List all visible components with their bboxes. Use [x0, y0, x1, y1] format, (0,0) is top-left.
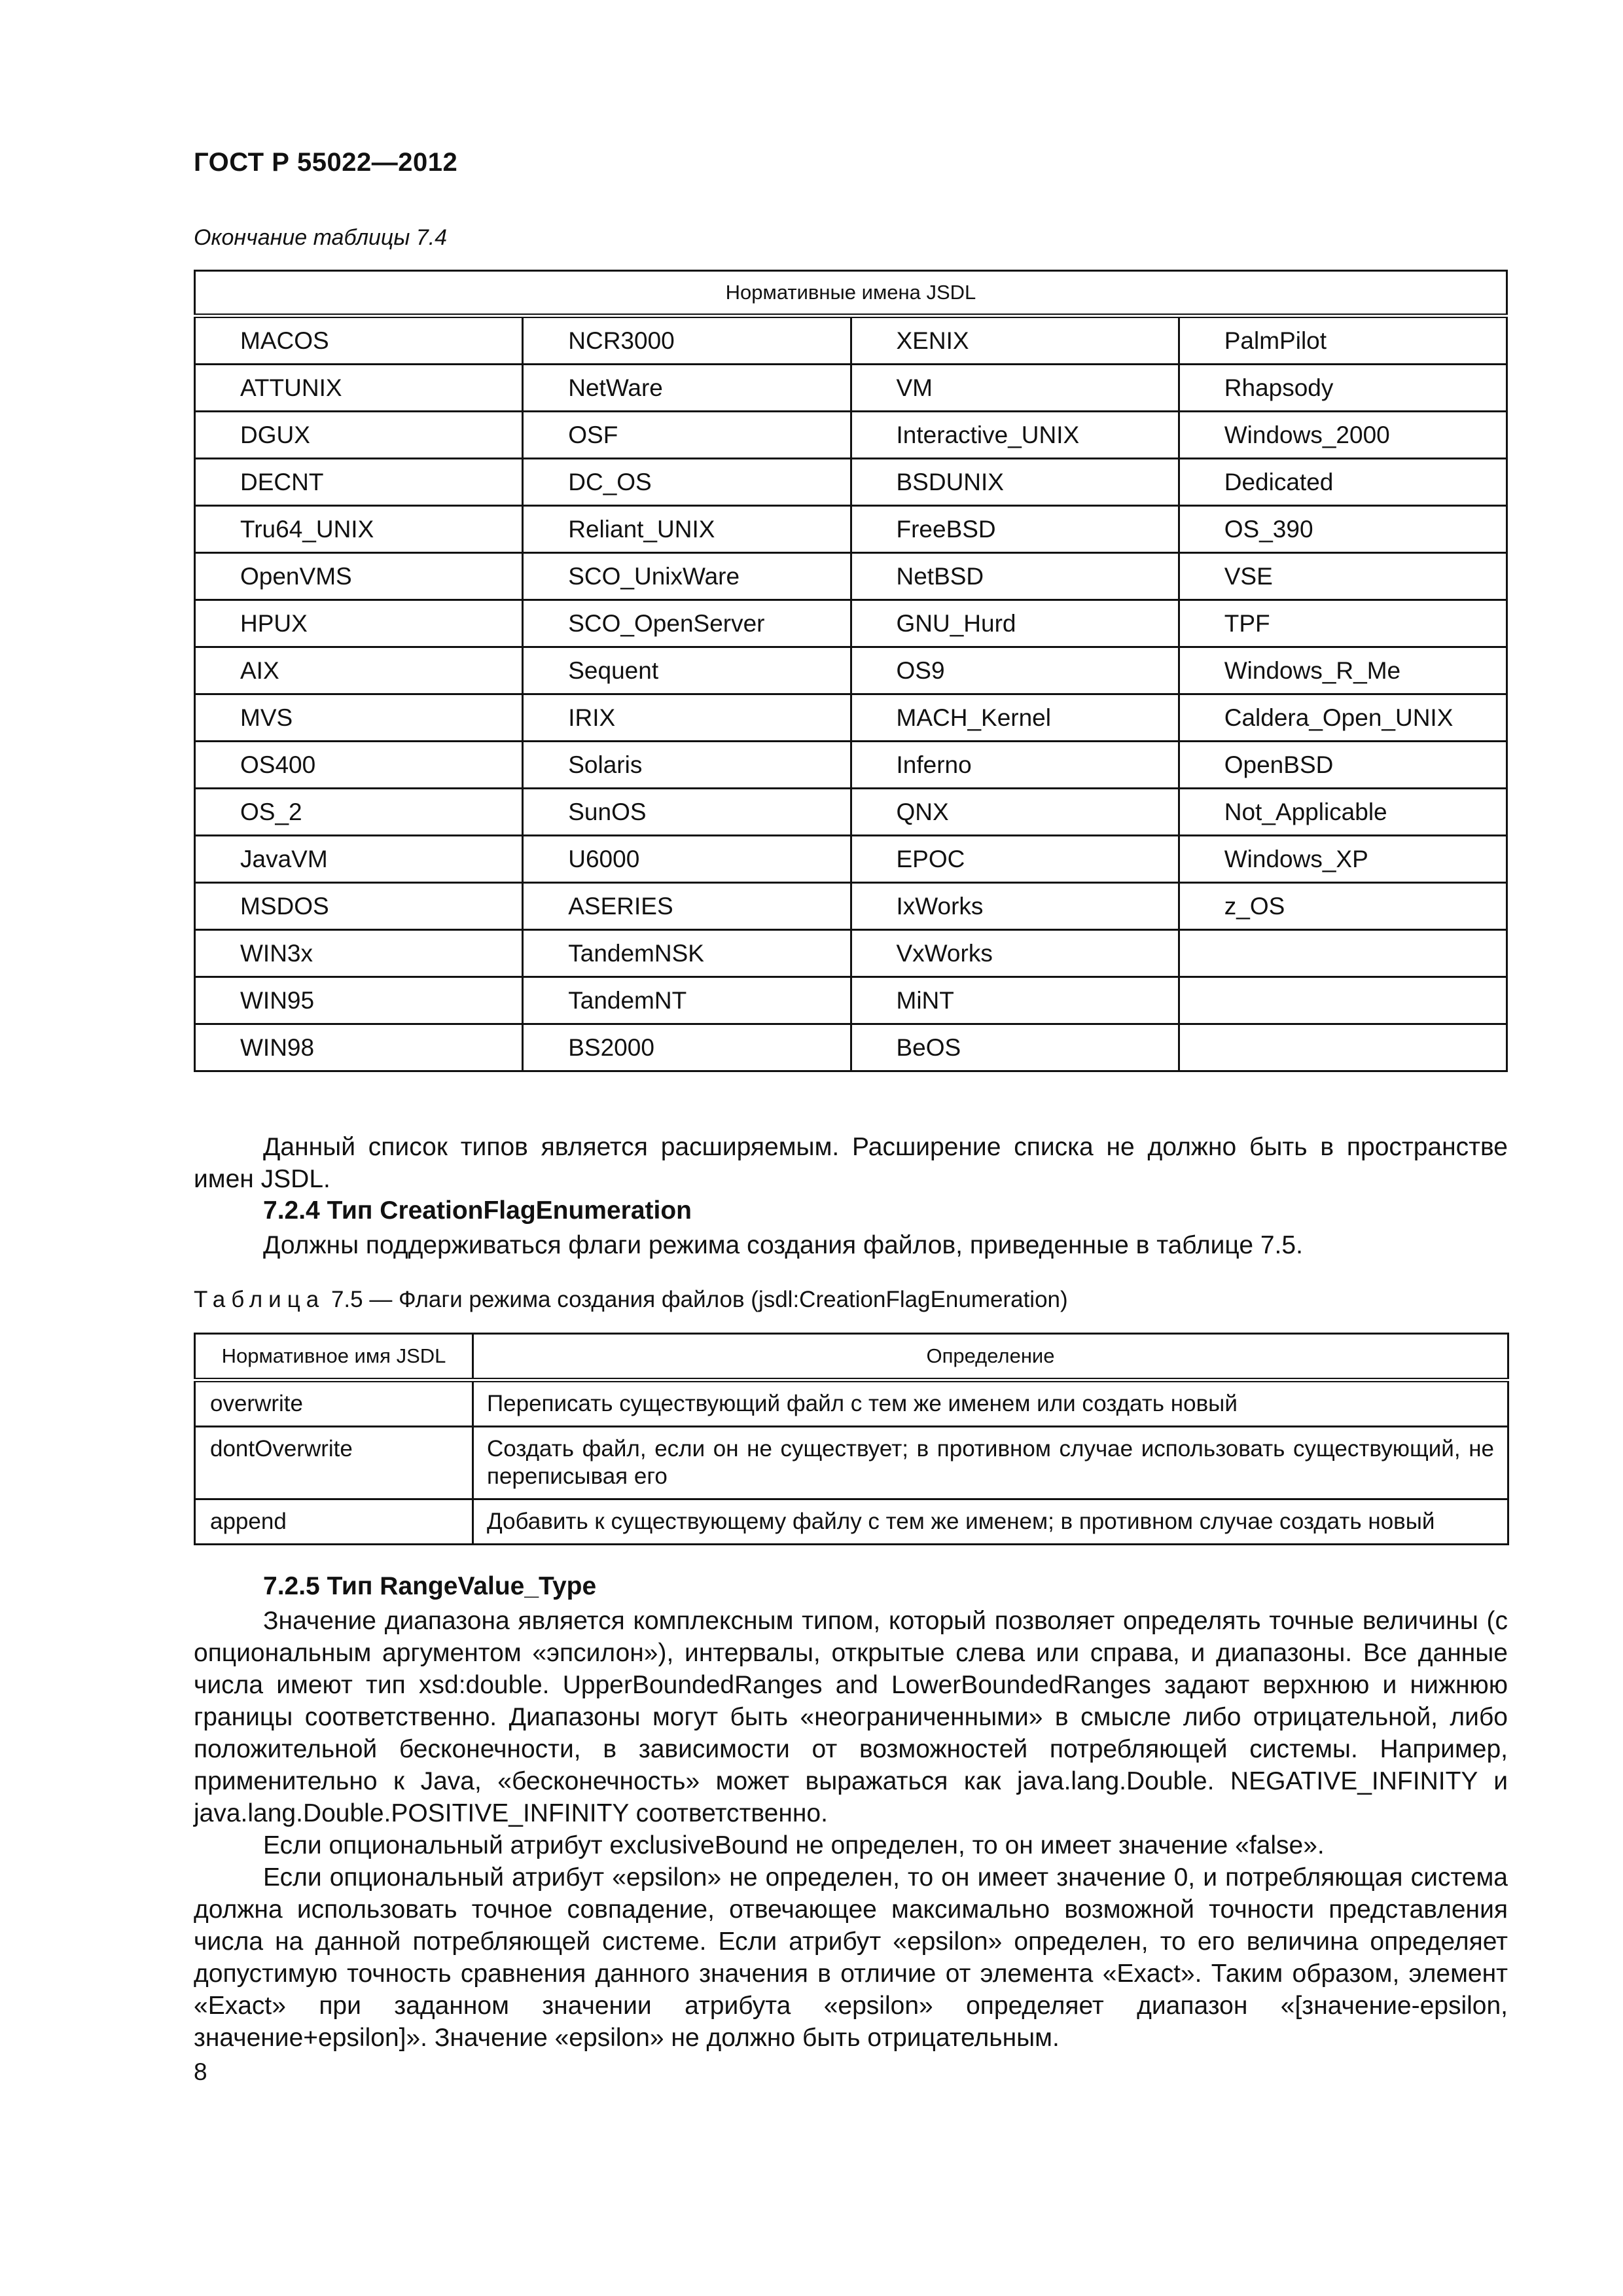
table-cell: EPOC	[851, 836, 1179, 883]
table-header-row	[195, 271, 1507, 316]
table-cell: Reliant_UNIX	[523, 506, 851, 553]
table-row	[195, 506, 1507, 553]
table-cell: AIX	[195, 647, 523, 694]
table-cell: SCO_UnixWare	[523, 553, 851, 600]
table-cell: OS400	[195, 742, 523, 789]
table-cell: Solaris	[523, 742, 851, 789]
table-cell: Inferno	[851, 742, 1179, 789]
table-row	[195, 365, 1507, 412]
table-cell: WIN95	[195, 977, 523, 1024]
table-caption-label: Таблица	[194, 1287, 325, 1312]
table-cell: IRIX	[523, 694, 851, 742]
table-cell: Interactive_UNIX	[851, 412, 1179, 459]
table-row	[195, 1024, 1507, 1071]
definition-cell: Создать файл, если он не существует; в противном случае использовать существующий, не переписывая его	[473, 1427, 1508, 1499]
table-cell: JavaVM	[195, 836, 523, 883]
table-cell: Rhapsody	[1179, 365, 1507, 412]
table-cell	[1179, 1024, 1507, 1071]
table-row	[195, 742, 1507, 789]
column-header-definition: Определение	[473, 1334, 1508, 1380]
table-cell: DC_OS	[523, 459, 851, 506]
table-cell: DECNT	[195, 459, 523, 506]
table-row	[195, 930, 1507, 977]
table-cell: Windows_XP	[1179, 836, 1507, 883]
table-cell: WIN98	[195, 1024, 523, 1071]
section-7-2-4-body: Должны поддерживаться флаги режима создания файлов, приведенные в таблице 7.5.	[263, 1231, 1303, 1259]
definition-cell: Добавить к существующему файлу с тем же именем; в противном случае создать новый	[473, 1499, 1508, 1545]
table-body	[195, 316, 1507, 1071]
table-cell: XENIX	[851, 316, 1179, 365]
table-cell: FreeBSD	[851, 506, 1179, 553]
table-cell: IxWorks	[851, 883, 1179, 930]
table-cell: Windows_R_Me	[1179, 647, 1507, 694]
table-cell: NCR3000	[523, 316, 851, 365]
table-cell: BS2000	[523, 1024, 851, 1071]
table-row	[195, 316, 1507, 365]
table-cell: MiNT	[851, 977, 1179, 1024]
table-cell: OpenVMS	[195, 553, 523, 600]
table-cell: WIN3x	[195, 930, 523, 977]
table-cell: U6000	[523, 836, 851, 883]
column-header-name: Нормативное имя JSDL	[195, 1334, 473, 1380]
table-cell: BSDUNIX	[851, 459, 1179, 506]
table-cell: Windows_2000	[1179, 412, 1507, 459]
table-cell: Caldera_Open_UNIX	[1179, 694, 1507, 742]
table-header-row	[195, 1334, 1508, 1380]
table-cell: GNU_Hurd	[851, 600, 1179, 647]
table-cell: TandemNSK	[523, 930, 851, 977]
section-7-2-4-heading: 7.2.4 Тип CreationFlagEnumeration	[263, 1196, 692, 1225]
table-cell: MVS	[195, 694, 523, 742]
table-row	[195, 789, 1507, 836]
table-cell: OSF	[523, 412, 851, 459]
table-row	[195, 694, 1507, 742]
table-caption-text: 7.5 — Флаги режима создания файлов (jsdl:CreationFlagEnumeration)	[325, 1287, 1068, 1312]
table-cell: DGUX	[195, 412, 523, 459]
table-cell: OS_390	[1179, 506, 1507, 553]
table-cell: TandemNT	[523, 977, 851, 1024]
table-cell: VM	[851, 365, 1179, 412]
table-cell: NetWare	[523, 365, 851, 412]
table-row	[195, 412, 1507, 459]
table-cell	[1179, 930, 1507, 977]
table-cell: TPF	[1179, 600, 1507, 647]
table-row	[195, 977, 1507, 1024]
table-cell: MSDOS	[195, 883, 523, 930]
definition-cell: Переписать существующий файл с тем же именем или создать новый	[473, 1380, 1508, 1427]
table-cell: MACH_Kernel	[851, 694, 1179, 742]
table-row	[195, 883, 1507, 930]
table-cell: Not_Applicable	[1179, 789, 1507, 836]
table-body	[195, 1380, 1508, 1545]
table-cell: HPUX	[195, 600, 523, 647]
table-row	[195, 600, 1507, 647]
normative-name-cell: overwrite	[195, 1380, 473, 1427]
table-row	[195, 553, 1507, 600]
table-cell: QNX	[851, 789, 1179, 836]
standard-designation: ГОСТ Р 55022—2012	[194, 148, 458, 177]
table-cell: z_OS	[1179, 883, 1507, 930]
table-cell: BeOS	[851, 1024, 1179, 1071]
table-cell: OpenBSD	[1179, 742, 1507, 789]
normative-name-cell: append	[195, 1499, 473, 1545]
table-cell: SCO_OpenServer	[523, 600, 851, 647]
page-number: 8	[194, 2058, 207, 2085]
section-7-2-5-heading: 7.2.5 Тип RangeValue_Type	[263, 1572, 597, 1600]
section-7-2-5-paragraph-2: Если опциональный атрибут exclusiveBound не определен, то он имеет значение «false».	[263, 1831, 1325, 1859]
table-cell: Dedicated	[1179, 459, 1507, 506]
table-cell: OS_2	[195, 789, 523, 836]
table-cell: Tru64_UNIX	[195, 506, 523, 553]
table-header-cell: Нормативные имена JSDL	[195, 271, 1507, 316]
table-cell: MACOS	[195, 316, 523, 365]
table-cell: Sequent	[523, 647, 851, 694]
extensible-note: Данный список типов является расширяемым. Расширение списка не должно быть в пространстве имен JSDL.	[194, 1133, 1508, 1193]
table-7-5-caption	[194, 1287, 1068, 1313]
table-cell: NetBSD	[851, 553, 1179, 600]
table-row	[195, 1427, 1508, 1499]
table-row	[195, 459, 1507, 506]
table-row	[195, 647, 1507, 694]
table-row	[195, 836, 1507, 883]
table-cell: VxWorks	[851, 930, 1179, 977]
table-row	[195, 1499, 1508, 1545]
section-7-2-5-paragraph-3: Если опциональный атрибут «epsilon» не определен, то он имеет значение 0, и потребляющая система должна использовать точное совпадение, отвечающее максимально возможной точности представления числа на данной потребляющей системе. Если атрибут «epsilon» определен, то его величина определяет допустимую точность сравнения данного значения в отличие от элемента «Exact». Таким образом, элемент «Exact» при заданном значении атрибута «epsilon» определяет диапазон «[значение-epsilon, значение+epsilon]». Значение «epsilon» не должно быть отрицательным.	[194, 1863, 1508, 2052]
table-cell: OS9	[851, 647, 1179, 694]
table-cell: VSE	[1179, 553, 1507, 600]
table-cell: ATTUNIX	[195, 365, 523, 412]
table-cell: SunOS	[523, 789, 851, 836]
table-cell: PalmPilot	[1179, 316, 1507, 365]
section-7-2-5-paragraph-1: Значение диапазона является комплексным типом, который позволяет определять точные величины (с опциональным аргументом «эпсилон»), интервалы, открытые слева или справа, и диапазоны. Все данные числа имеют тип xsd:double. UpperBoundedRanges and LowerBoundedRanges задают верхнюю и нижнюю границы соответственно. Диапазоны могут быть «неограниченными» в смысле либо отрицательной, либо положительной бесконечности, в зависимости от возможностей потребляющей системы. Например, применительно к Java, «бесконечность» может выражаться как java.lang.Double. NEGATIVE_INFINITY и java.lang.Double.POSITIVE_INFINITY соответственно.	[194, 1607, 1508, 1827]
table-7-5	[194, 1333, 1509, 1545]
table-7-4	[194, 270, 1508, 1072]
table-cell: ASERIES	[523, 883, 851, 930]
table-row	[195, 1380, 1508, 1427]
table-continuation-label: Окончание таблицы 7.4	[194, 225, 448, 250]
table-cell	[1179, 977, 1507, 1024]
normative-name-cell: dontOverwrite	[195, 1427, 473, 1499]
